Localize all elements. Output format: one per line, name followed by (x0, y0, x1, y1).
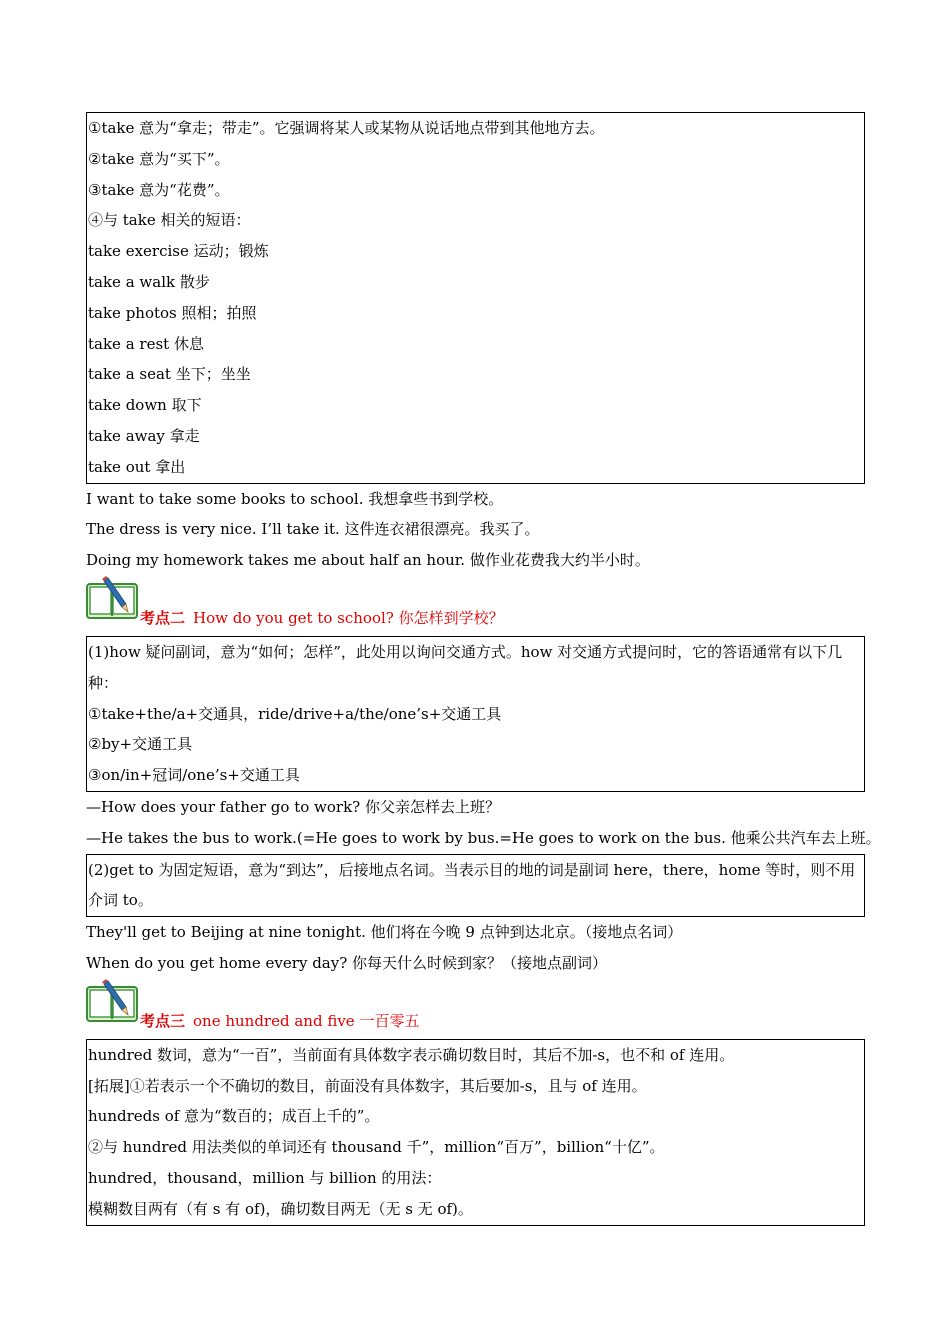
box-paragraph: (1)how 疑问副词，意为“如何；怎样”，此处用以询问交通方式。how 对交通方式提问时，它的答语通常有以下几种： (88, 642, 843, 692)
box-line: ③take 意为“花费”。 (88, 180, 230, 199)
examples-how (86, 792, 881, 854)
box-line: ④与 take 相关的短语： (88, 211, 251, 230)
book-pencil-icon (86, 576, 140, 622)
box-line: ②by+交通工具 (88, 735, 193, 754)
get-to-box (86, 854, 865, 918)
box-line: ③on/in+冠词/one’s+交通工具 (88, 766, 300, 785)
box-line: take exercise 运动；锻炼 (88, 242, 269, 261)
box-line: hundred 数词，意为“一百”，当前面有具体数字表示确切数目时，其后不加-s，也不和 of 连用。 (88, 1045, 735, 1064)
example-sentence: The dress is very nice. I’ll take it. 这件连衣裙很漂亮。我买了。 (86, 520, 540, 539)
examples-take (86, 484, 865, 576)
book-pencil-icon (86, 979, 140, 1025)
box-line: ②take 意为“买下”。 (88, 149, 230, 168)
examples-get-to (86, 917, 865, 979)
box-line: hundreds of 意为“数百的；成百上千的”。 (88, 1107, 380, 1126)
box-line: take a rest 休息 (88, 334, 204, 353)
box-paragraph: (2)get to 为固定短语，意为“到达”，后接地点名词。当表示目的地的词是副词 here，there，home 等时，则不用介词 to。 (88, 860, 856, 910)
section-label: 考点二 (140, 608, 186, 627)
box-line: 模糊数目两有（有 s 有 of)，确切数目两无（无 s 无 of)。 (88, 1199, 473, 1218)
example-sentence: They'll get to Beijing at nine tonight. 他们将在今晚 9 点钟到达北京。（接地点名词） (86, 923, 683, 942)
section-title-text: How do you get to school? 你怎样到学校？ (193, 608, 504, 627)
section-heading-3 (86, 979, 865, 1039)
section-title (140, 1010, 419, 1031)
section-title (140, 607, 504, 628)
box-line: take a seat 坐下；坐坐 (88, 365, 251, 384)
box-line: take a walk 散步 (88, 272, 210, 291)
hundred-usage-box (86, 1039, 865, 1226)
example-sentence: I want to take some books to school. 我想拿些书到学校。 (86, 489, 504, 508)
section-title-text: one hundred and five 一百零五 (193, 1011, 420, 1030)
example-sentence: —How does your father go to work? 你父亲怎样去上班？ (86, 797, 500, 816)
example-sentence: —He takes the bus to work.(=He goes to work by bus.=He goes to work on the bus. 他乘公共汽车去上班。 (86, 828, 881, 847)
section-heading-2 (86, 576, 865, 636)
box-line: take away 拿走 (88, 426, 200, 445)
box-line: ①take 意为“拿走；带走”。它强调将某人或某物从说话地点带到其他地方去。 (88, 119, 605, 137)
how-usage-box (86, 636, 865, 792)
box-line: ①take+the/a+交通具，ride/drive+a/the/one’s+交通工具 (88, 704, 502, 723)
take-usage-box (86, 112, 865, 484)
box-line: hundred，thousand，million 与 billion 的用法： (88, 1168, 442, 1187)
box-line: ②与 hundred 用法类似的单词还有 thousand 千”，million“百万”，billion“十亿”。 (88, 1138, 665, 1157)
box-line: [拓展]①若表示一个不确切的数目，前面没有具体数字，其后要加-s，且与 of 连用。 (88, 1076, 647, 1095)
example-sentence: Doing my homework takes me about half an hour. 做作业花费我大约半小时。 (86, 551, 650, 570)
page-content (86, 112, 881, 1226)
box-line: take photos 照相；拍照 (88, 303, 257, 322)
box-line: take down 取下 (88, 396, 202, 415)
section-label: 考点三 (140, 1011, 186, 1030)
box-line: take out 拿出 (88, 457, 186, 476)
example-sentence: When do you get home every day? 你每天什么时候到家？（接地点副词） (86, 953, 608, 972)
